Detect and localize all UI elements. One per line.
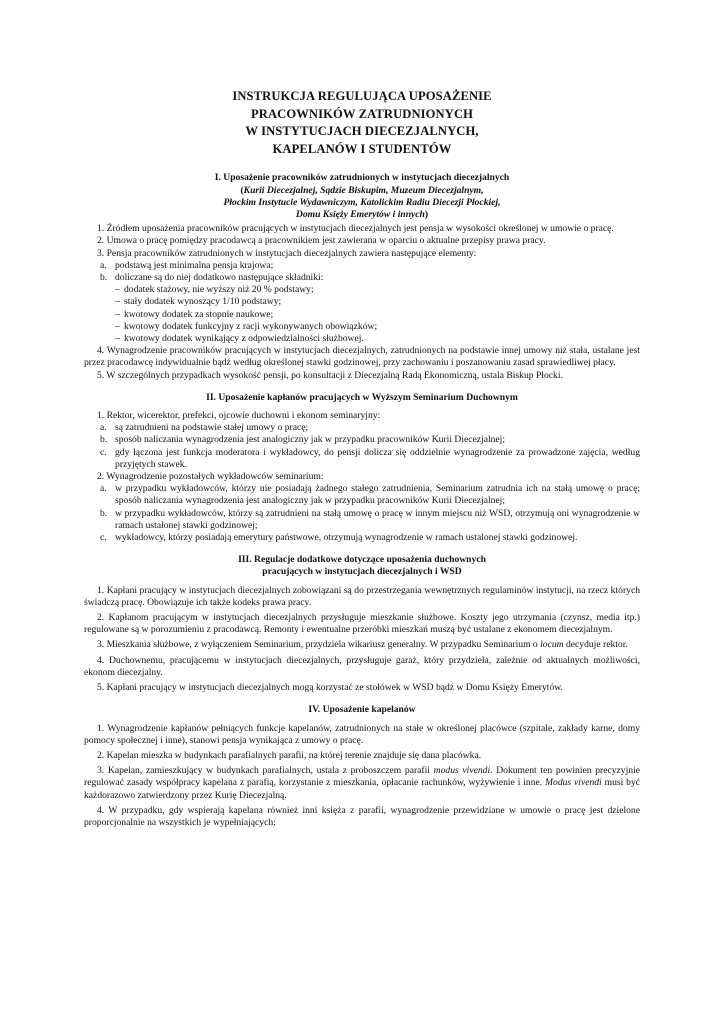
paragraph-text: . Dokument ten powinien precyzyjnie regulować zasady współpracy kapelana z parafią, korzystanie z mieszkania, opłacanie rachunków, wyżywienie i inne.	[84, 765, 640, 789]
section-heading: II. Uposażenie kapłanów pracujących w Wyższym Seminarium Duchownym	[206, 391, 518, 403]
list-text: w przypadku wykładowców, którzy są zatrudnieni na stałą umowę o pracę w innym miejscu niż WSD, otrzymują oni wynagrodzenie w ramach ustalonej stawki godzinowej;	[115, 507, 640, 531]
paragraph-text: musi być każdorazowo zatwierdzony przez Kurię Diecezjalną.	[84, 777, 640, 801]
list-label: a.	[100, 483, 107, 495]
list-item	[84, 447, 640, 471]
list-label: b.	[100, 507, 108, 519]
paragraph: 5. Kapłani pracujący w instytucjach diecezjalnych mogą korzystać ze stołówek w WSD bądź w Domu Księży Emerytów.	[97, 682, 563, 694]
section-heading: pracujących w instytucjach diecezjalnych i WSD	[262, 566, 462, 578]
latin-term: modus vivendi	[433, 765, 491, 777]
section-heading: IV. Uposażenie kapelanów	[308, 704, 416, 716]
section-subheading	[84, 185, 640, 197]
list-item	[84, 434, 640, 446]
section-4	[84, 704, 640, 829]
section-heading: I. Uposażenie pracowników zatrudnionych w instytucjach diecezjalnych	[214, 172, 510, 184]
list-label: a.	[100, 422, 107, 434]
list-item	[84, 260, 640, 272]
paragraph	[84, 765, 640, 802]
document-title	[84, 88, 640, 158]
latin-term: locum	[540, 639, 564, 651]
dash-item: – kwotowy dodatek funkcyjny z racji wykonywanych obowiązków;	[84, 321, 640, 333]
paragraph-text: 3. Kapelan, zamieszkujący w budynkach parafialnych, ustala z proboszczem parafii	[97, 765, 434, 777]
subheading-line: Domu Księży Emerytów i innych	[295, 208, 425, 220]
dash-item: – kwotowy dodatek wynikający z odpowiedzialności służbowej.	[84, 333, 640, 345]
paragraph-text: decyduje rektor.	[563, 639, 628, 651]
list-label: b.	[100, 434, 108, 446]
section-3	[84, 554, 640, 694]
list-item	[84, 532, 640, 544]
list-text: wykładowcy, którzy posiadają emerytury państwowe, otrzymują wynagrodzenie w ramach ustalonej stawki godzinowej.	[115, 532, 578, 544]
list-item	[84, 508, 640, 532]
list-item	[84, 422, 640, 434]
document-page	[84, 88, 640, 829]
title-line: PRACOWNIKÓW ZATRUDNIONYCH	[250, 106, 474, 121]
paragraph: 4. Duchownemu, pracującemu w instytucjach diecezjalnych, przysługuje garaż, który przydziela, zależnie od aktualnych możliwości, ekonom diecezjalny.	[84, 654, 640, 678]
paragraph: 5. W szczególnych przypadkach wysokość pensji, po konsultacji z Diecezjalną Radą Ekonomiczną, ustala Biskup Płocki.	[97, 369, 563, 381]
list-label: c.	[100, 532, 107, 544]
section-2	[84, 392, 640, 544]
paragraph: 2. Kapelan mieszka w budynkach parafialnych parafii, na której terenie znajduje się dana placówka.	[97, 749, 482, 761]
list-label: a.	[100, 259, 107, 271]
list-text: są zatrudnieni na podstawie stałej umowy o pracę;	[115, 422, 309, 434]
subheading-line: Płockim Instytucie Wydawniczym, Katolickim Radiu Diecezji Płockiej,	[223, 196, 501, 208]
section-subheading	[84, 209, 640, 221]
paragraph: 1. Źródłem uposażenia pracowników pracujących w instytucjach diecezjalnych jest pensja w wysokości określonej w umowie o pracę.	[97, 223, 614, 235]
list-text: sposób naliczania wynagrodzenia jest analogiczny jak w przypadku pracowników Kurii Diecezjalnej;	[115, 434, 506, 446]
dash-item: – stały dodatek wynoszący 1/10 podstawy;	[84, 296, 640, 308]
paragraph: 2. Kapłanom pracującym w instytucjach diecezjalnych przysługuje mieszkanie służbowe. Koszty jego utrzymania (czynsz, media itp.) regulowane są w porozumieniu z pracodawcą. Remonty i ewentualne przeróbki mieszkań muszą być ustalane z ekonomem diecezjalnym.	[84, 612, 640, 636]
paragraph: 3. Pensja pracowników zatrudnionych w instytucjach diecezjalnych zawiera następujące elementy:	[97, 247, 477, 259]
list-text: gdy łączona jest funkcja moderatora i wykładowcy, do pensji dolicza się oddzielnie wynagrodzenie za prowadzone zajęcia, według przyjętych stawek.	[115, 446, 640, 470]
paragraph: 4. Wynagrodzenie pracowników pracujących w instytucjach diecezjalnych, zatrudnionych na podstawie innej umowy niż stała, ustalane jest przez pracodawcę indywidualnie bądź według określonej stawki godzinowej, przy zachowaniu i poszanowaniu zasad sprawiedliwej płacy.	[84, 345, 640, 369]
paragraph: 1. Kapłani pracujący w instytucjach diecezjalnych zobowiązani są do przestrzegania wewnętrznych regulaminów instytucji, na rzecz których świadczą pracę. Obowiązuje ich także kodeks prawa pracy.	[84, 584, 640, 608]
dash-item: – kwotowy dodatek za stopnie naukowe;	[84, 309, 640, 321]
paren-open: (	[240, 184, 244, 196]
title-line: INSTRUKCJA REGULUJĄCA UPOSAŻENIE	[232, 89, 492, 103]
section-heading: III. Regulacje dodatkowe dotyczące uposażenia duchownych	[238, 554, 486, 566]
dash-item: – dodatek stażowy, nie wyższy niż 20 % podstawy;	[84, 284, 640, 296]
paragraph: 1. Wynagrodzenie kapłanów pełniących funkcje kapelanów, zatrudnionych na stałe w określonej placówce (szpitale, zakłady karne, domy pomocy społecznej i inne), stanowi pensja wynikająca z umowy o pracę.	[84, 722, 640, 746]
paragraph: 1. Rektor, wicerektor, prefekci, ojcowie duchowni i ekonom seminaryjny:	[97, 410, 381, 422]
paren-close: )	[424, 208, 429, 220]
section-1	[84, 172, 640, 381]
list-text: w przypadku wykładowców, którzy nie posiadają żadnego stałego zatrudnienia, Seminarium zatrudnia ich na stałą umowę o pracę; sposób naliczania wynagrodzenia jest analogiczny jak w przypadku pracowników Kurii Diecezjalnej;	[115, 483, 640, 507]
list-text: podstawą jest minimalna pensja krajowa;	[115, 259, 274, 271]
list-item	[84, 483, 640, 507]
list-label: b.	[100, 272, 108, 283]
paragraph: 2. Wynagrodzenie pozostałych wykładowców seminarium:	[97, 471, 324, 483]
latin-term: Modus vivendi	[545, 777, 602, 789]
list-label: c.	[100, 446, 107, 458]
list-text: doliczane są do niej dodatkowo następujące składniki:	[115, 272, 324, 283]
title-line: KAPELANÓW I STUDENTÓW	[272, 141, 452, 156]
paragraph-text: 3. Mieszkania służbowe, z wyłączeniem Seminarium, przydziela wikariusz generalny. W przypadku Seminarium o	[97, 639, 541, 651]
list-item	[84, 272, 640, 284]
paragraph: 4. W przypadku, gdy wspierają kapelana również inni księża z parafii, wynagrodzenie przewidziane w umowie o pracę jest dzielone proporcjonalnie na wszystkich je wypełniających;	[84, 804, 640, 828]
paragraph: 2. Umowa o pracę pomiędzy pracodawcą a pracownikiem jest zawierana w oparciu o aktualne przepisy prawa pracy.	[97, 235, 546, 247]
title-line: W INSTYTUCJACH DIECEZJALNYCH,	[245, 124, 479, 139]
paragraph	[84, 639, 640, 651]
subheading-line: Kurii Diecezjalnej, Sądzie Biskupim, Muzeum Diecezjalnym,	[243, 184, 484, 196]
